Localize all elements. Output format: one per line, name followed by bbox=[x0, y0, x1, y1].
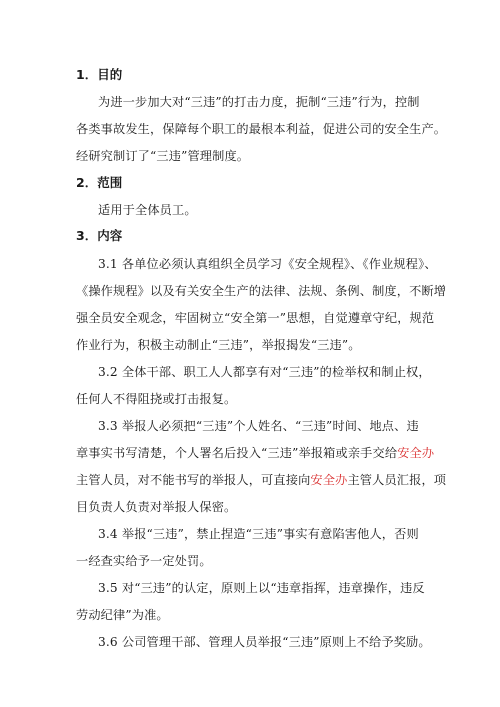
highlight-safety-office: 安全办 bbox=[310, 473, 348, 487]
text-line: 为进一步加大对“三违”的打击力度，扼制“三违”行为，控制 bbox=[98, 95, 420, 109]
text-line: 3.4 举报“三违”，禁止捏造“三违”事实有意陷害他人，否则 bbox=[98, 527, 419, 541]
text-line: 3.2 全体干部、职工人人都享有对“三违”的检举权和制止权， bbox=[98, 365, 431, 379]
text-line: 一经查实给予一定处罚。 bbox=[76, 554, 212, 568]
section-heading-scope: 2．范围 bbox=[76, 175, 123, 190]
text-segment: 主管人员，对不能书写的举报人，可直接向 bbox=[76, 473, 311, 487]
section-heading-purpose: 1．目的 bbox=[76, 67, 123, 82]
text-line bbox=[76, 472, 446, 488]
text-line: 强全员安全观念，牢固树立“安全第一”思想，自觉遵章守纪，规范 bbox=[76, 311, 435, 325]
text-line: 目负责人负责对举报人保密。 bbox=[76, 500, 237, 514]
text-line: 经研究制订了“三违”管理制度。 bbox=[76, 149, 250, 163]
text-line: 适用于全体员工。 bbox=[98, 203, 197, 217]
section-heading-content: 3．内容 bbox=[76, 228, 123, 243]
text-line bbox=[76, 445, 434, 461]
text-line: 劳动纪律”为准。 bbox=[76, 608, 169, 622]
text-line: 《操作规程》以及有关安全生产的法律、法规、条例、制度，不断增 bbox=[76, 284, 447, 298]
text-segment: 主管人员汇报，项 bbox=[347, 473, 447, 487]
text-line: 3.1 各单位必须认真组织全员学习《安全规程》、《作业规程》、 bbox=[98, 257, 437, 271]
text-line: 作业行为，积极主动制止“三违”，举报揭发“三违”。 bbox=[76, 338, 361, 352]
highlight-safety-office: 安全办 bbox=[397, 446, 435, 460]
text-line: 3.6 公司管理干部、管理人员举报“三违”原则上不给予奖励。 bbox=[98, 635, 431, 649]
text-line: 任何人不得阻挠或打击报复。 bbox=[76, 392, 237, 406]
text-line: 3.5 对“三违”的认定，原则上以“违章指挥，违章操作，违反 bbox=[98, 581, 425, 595]
text-line: 各类事故发生，保障每个职工的最根本利益，促进公司的安全生产。 bbox=[76, 122, 447, 136]
text-line: 3.3 举报人必须把“三违”个人姓名、“三违”时间、地点、违 bbox=[98, 419, 419, 433]
text-segment: 章事实书写清楚，个人署名后投入“三违”举报箱或亲手交给 bbox=[76, 446, 398, 460]
